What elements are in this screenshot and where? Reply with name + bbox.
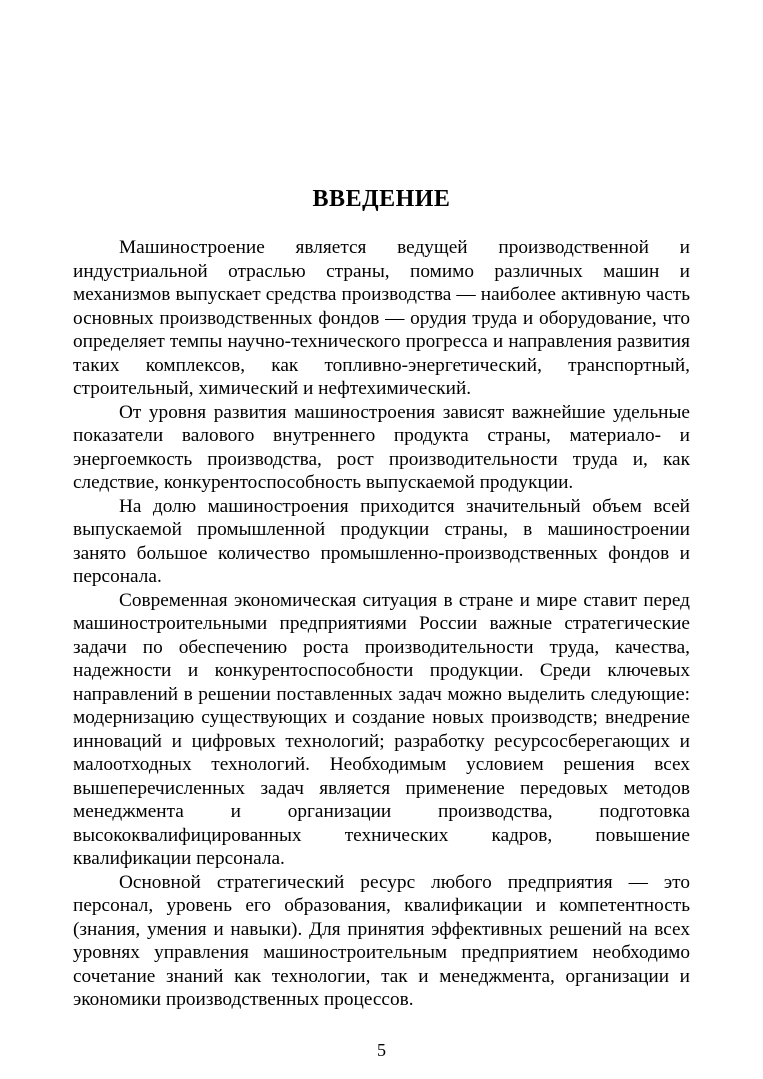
body-text — [73, 236, 690, 1012]
page-title: ВВЕДЕНИЕ — [312, 186, 451, 212]
paragraph-5: Основной стратегический ресурс любого предприятия — это персонал, уровень его образования, квалификации и компетентность (знания, умения и навыки). Для принятия эффективных решений на всех уровнях управления машиностроительным предприятием необходимо сочетание знаний как технологии, так и менеджмента, организации и экономики производственных процессов. — [73, 871, 690, 1010]
paragraph-1: Машиностроение является ведущей производственной и индустриальной отраслью страны, помимо различных машин и механизмов выпускает средства производства — наиболее активную часть основных производственных фондов — орудия труда и оборудование, что определяет темпы научно-технического прогресса и направления развития таких комплексов, как топливно-энергетический, транспортный, строительный, химический и нефтехимический. — [73, 237, 690, 399]
page-number: 5 — [377, 1040, 386, 1060]
paragraph-3: На долю машиностроения приходится значительный объем всей выпускаемой промышленной продукции страны, в машиностроении занято большое количество промышленно-производственных фондов и персонала. — [73, 495, 690, 587]
paragraph-4: Современная экономическая ситуация в стране и мире ставит перед машиностроительными предприятиями России важные стратегические задачи по обеспечению роста производительности труда, качества, надежности и конкурентоспособности продукции. Среди ключевых направлений в решении поставленных задач можно выделить следующие: модернизацию существующих и создание новых производств; внедрение инноваций и цифровых технологий; разработку ресурсосберегающих и малоотходных технологий. Необходимым условием решения всех вышеперечисленных задач является применение передовых методов менеджмента и организации производства, подготовка высококвалифицированных технических кадров, повышение квалификации персонала. — [73, 589, 690, 869]
paragraph-2: От уровня развития машиностроения зависят важнейшие удельные показатели валового внутреннего продукта страны, материало- и энергоемкость производства, рост производительности труда и, как следствие, конкурентоспособность выпускаемой продукции. — [73, 401, 690, 493]
